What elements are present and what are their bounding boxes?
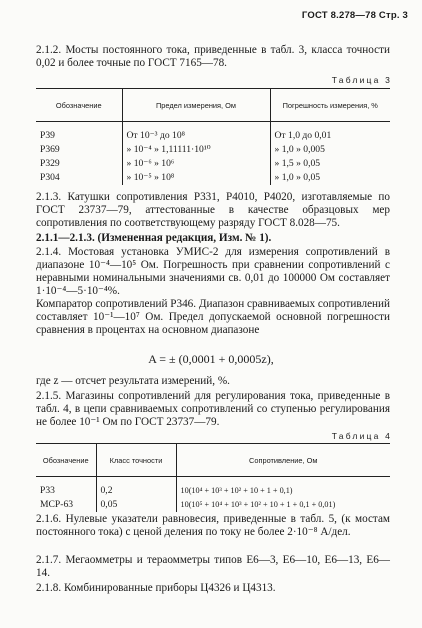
table-cell: От 10⁻³ до 10⁸ <box>122 122 270 144</box>
paragraph-2-1-6: 2.1.6. Нулевые указатели равновесия, приведенные в табл. 5, (к мостам постоянного тока) с ценой деления по току не более 2·10⁻⁸ А/дел. <box>36 513 390 538</box>
paragraph-2-1-4: 2.1.4. Мостовая установка УМИС-2 для измерения сопротивлений в диапазоне 10⁻⁴—10⁵ Ом. Погрешность при сравнении сопротивлений с неравными номинальными значениями св. 0,01 до 100000 Ом составляет 1·10⁻⁴—5·10⁻⁴%. <box>36 246 390 297</box>
paragraph-2-1-5: 2.1.5. Магазины сопротивлений для регулирования тока, приведенные в табл. 4, в цепи сравниваемых сопротивлений со ступенью регулирования не более 10⁻¹ Ом по ГОСТ 23737—79. <box>36 390 390 428</box>
table-3-header: Обозначение <box>36 89 122 122</box>
paragraph-2-1-7: 2.1.7. Мегаомметры и тераомметры типов Е6—3, Е6—10, Е6—13, Е6—14. <box>36 554 390 579</box>
table-4-caption: Таблица 4 <box>331 431 392 441</box>
table-3-header-row <box>36 89 390 122</box>
table-4 <box>36 443 390 512</box>
table-3-header: Погрешность измерения, % <box>270 89 390 122</box>
table-cell: » 10⁻⁵ » 10⁸ <box>122 171 270 185</box>
table-cell: Р39 <box>40 130 55 141</box>
table-cell: Р304 <box>40 172 60 183</box>
table-3-header: Предел измерения, Ом <box>122 89 270 122</box>
table-cell: 10(10⁵ + 10⁴ + 10³ + 10² + 10 + 1 + 0,1 + 0,01) <box>176 498 390 512</box>
table-cell: » 10⁻⁶ » 10⁶ <box>122 157 270 171</box>
paragraph-2-1-2: 2.1.2. Мосты постоянного тока, приведенные в табл. 3, класса точности 0,02 и более точные по ГОСТ 7165—78. <box>36 44 390 69</box>
table-cell: От 1,0 до 0,01 <box>270 122 390 144</box>
table-4-header: Обозначение <box>36 444 96 477</box>
paragraph-2-1-3: 2.1.3. Катушки сопротивления Р331, Р4010, Р4020, изготавляемые по ГОСТ 23737—79, аттестованные в качестве образцовых мер сопротивления по соответствующему разряду ГОСТ 8.028—75. <box>36 191 390 229</box>
table-cell: » 1,5 » 0,05 <box>270 157 390 171</box>
table-row <box>36 122 390 144</box>
formula: A = ± (0,0001 + 0,0005z), <box>148 352 274 366</box>
table-4-header-row <box>36 444 390 477</box>
table-3 <box>36 88 390 185</box>
table-cell: 0,05 <box>96 498 176 512</box>
table-cell: 0,2 <box>96 477 176 499</box>
table-row <box>36 157 390 171</box>
table-row <box>36 477 390 499</box>
paragraph-amendment: 2.1.1—2.1.3. (Измененная редакция, Изм. № 1). <box>36 232 272 244</box>
table-cell: Р33 <box>40 485 55 496</box>
table-row <box>36 171 390 185</box>
page-header: ГОСТ 8.278—78 Стр. 3 <box>301 10 408 21</box>
table-cell: МСР-63 <box>40 499 74 510</box>
table-cell: Р329 <box>40 158 60 169</box>
table-row <box>36 498 390 512</box>
table-cell: » 1,0 » 0,005 <box>270 143 390 157</box>
table-4-header: Класс точности <box>96 444 176 477</box>
table-3-caption: Таблица 3 <box>331 75 392 85</box>
paragraph-where: где z — отсчет результата измерений, %. <box>36 375 230 387</box>
table-cell: Р369 <box>40 144 60 155</box>
paragraph-2-1-8: 2.1.8. Комбинированные приборы Ц4326 и Ц4313. <box>36 582 276 594</box>
table-cell: » 10⁻⁴ » 1,11111·10¹⁰ <box>122 143 270 157</box>
paragraph-comparator: Компаратор сопротивлений Р346. Диапазон сравниваемых сопротивлений составляет 10⁻¹—10⁷ Ом. Предел допускаемой основной погрешности сравнения в процентах на основном диапазоне <box>36 298 390 336</box>
table-4-header: Сопротивление, Ом <box>176 444 390 477</box>
table-row <box>36 143 390 157</box>
table-cell: » 1,0 » 0,05 <box>270 171 390 185</box>
table-cell: 10(10⁴ + 10³ + 10² + 10 + 1 + 0,1) <box>176 477 390 499</box>
